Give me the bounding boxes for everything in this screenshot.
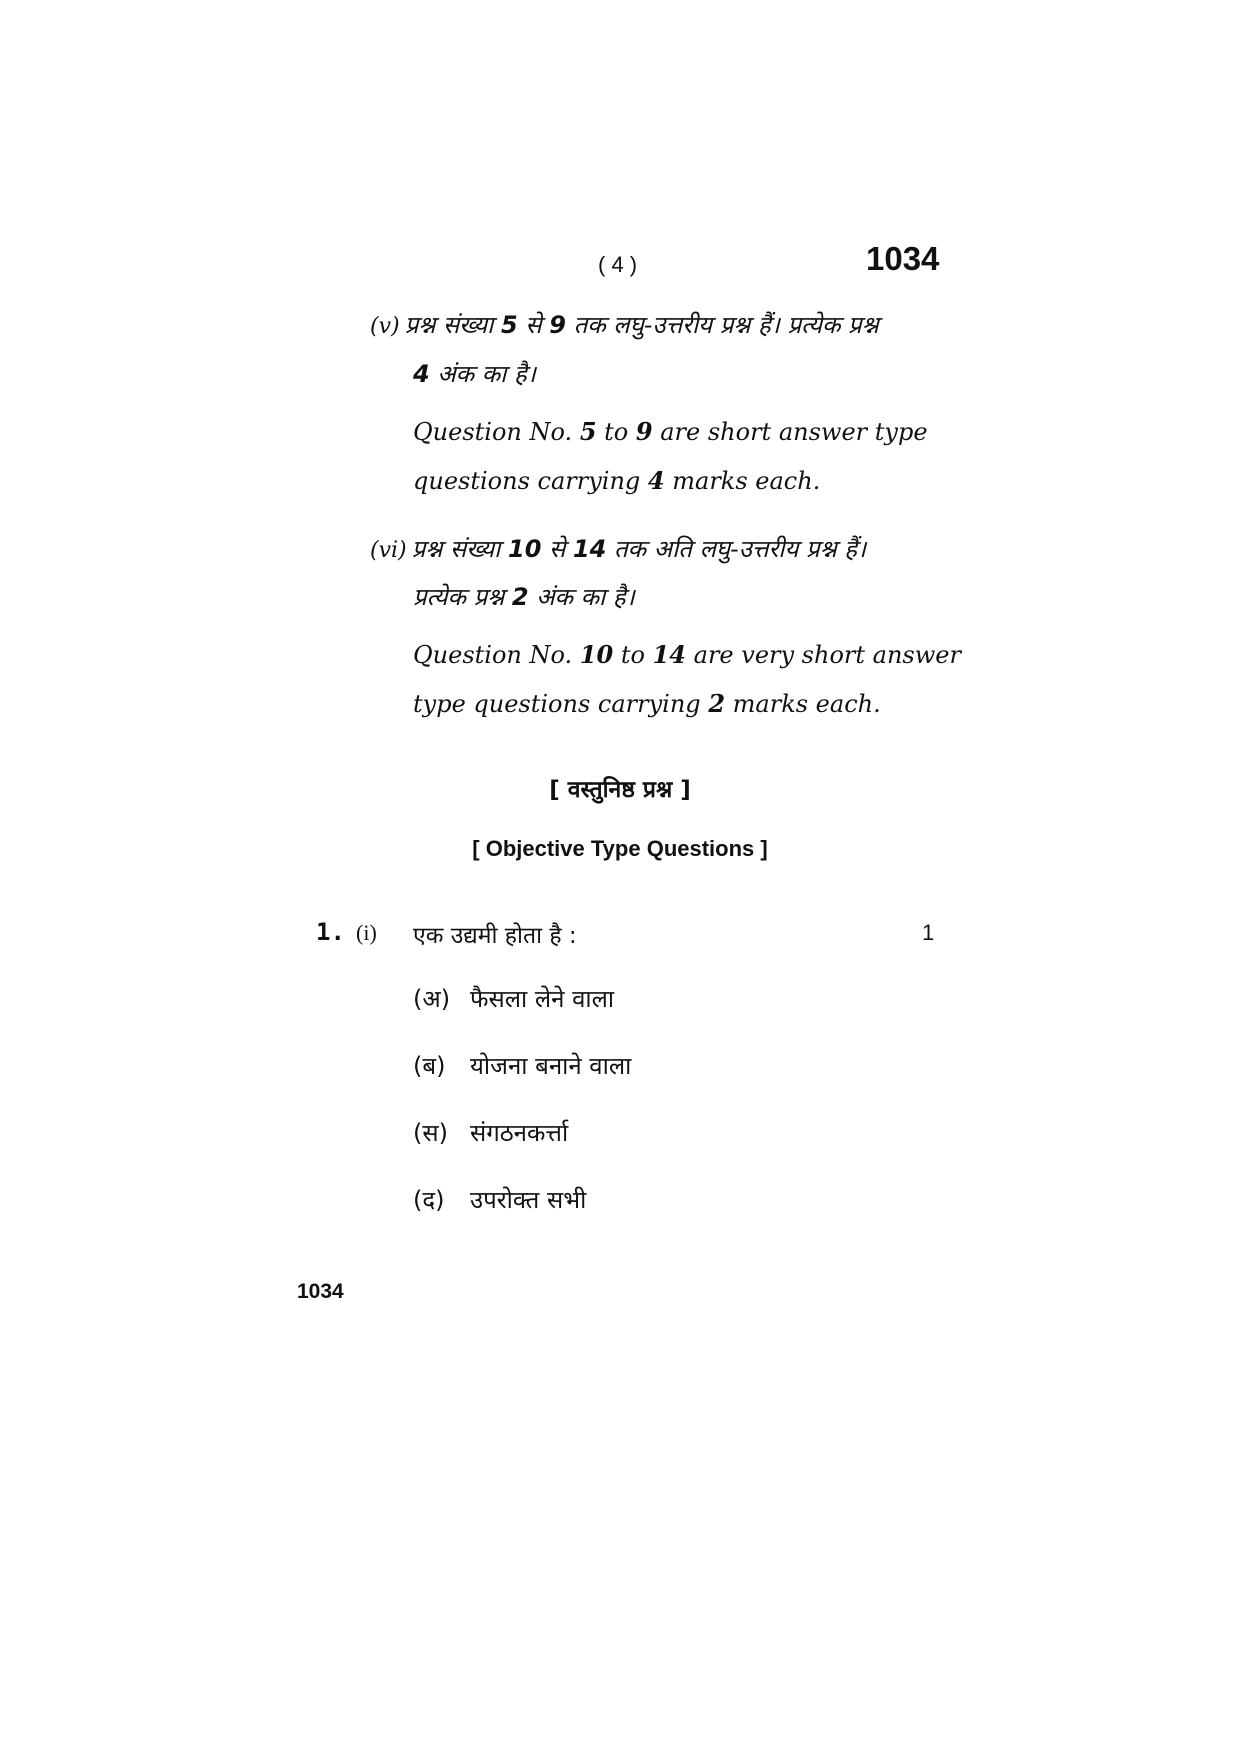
- instruction-vi-roman: (vi): [370, 538, 407, 563]
- instruction-vi-english-line2: type questions carrying 2 marks each.: [413, 689, 881, 718]
- question-number: 1.: [316, 918, 345, 946]
- option-d-text: उपरोक्त सभी: [470, 1186, 587, 1214]
- instruction-v-english-line2: questions carrying 4 marks each.: [413, 466, 821, 495]
- option-a-text: फैसला लेने वाला: [470, 985, 615, 1013]
- instruction-v-english-line1: Question No. 5 to 9 are short answer type: [413, 417, 928, 446]
- paper-code-footer: 1034: [297, 1280, 344, 1303]
- option-c-text: संगठनकर्त्ता: [470, 1119, 569, 1147]
- instruction-vi-hindi-line1: (vi) प्रश्न संख्या 10 से 14 तक अति लघु-उत्तरीय प्रश्न हैं।: [370, 535, 867, 563]
- option-b-text: योजना बनाने वाला: [470, 1052, 632, 1080]
- section-heading-hindi: [ वस्तुनिष्ठ प्रश्न ]: [549, 777, 691, 803]
- instruction-v-roman: (v): [370, 314, 400, 339]
- page-number: ( 4 ): [598, 252, 638, 277]
- question-subpart: (i): [356, 920, 377, 945]
- instruction-v-hindi-line2: 4 अंक का है।: [413, 360, 536, 388]
- option-a-label: (अ): [413, 985, 451, 1013]
- question-text: एक उद्यमी होता है :: [413, 923, 577, 949]
- paper-code-header: 1034: [866, 240, 940, 277]
- question-marks: 1: [922, 920, 935, 945]
- option-b-label: (ब): [413, 1052, 446, 1080]
- option-d-label: (द): [413, 1186, 445, 1214]
- instruction-v-hindi-line1: (v) प्रश्न संख्या 5 से 9 तक लघु-उत्तरीय प्रश्न हैं। प्रत्येक प्रश्न: [370, 311, 879, 339]
- option-c-label: (स): [413, 1119, 448, 1147]
- instruction-vi-english-line1: Question No. 10 to 14 are very short answer: [413, 640, 961, 669]
- section-heading-english: [ Objective Type Questions ]: [472, 836, 768, 861]
- instruction-vi-hindi-line2: प्रत्येक प्रश्न 2 अंक का है।: [413, 583, 635, 611]
